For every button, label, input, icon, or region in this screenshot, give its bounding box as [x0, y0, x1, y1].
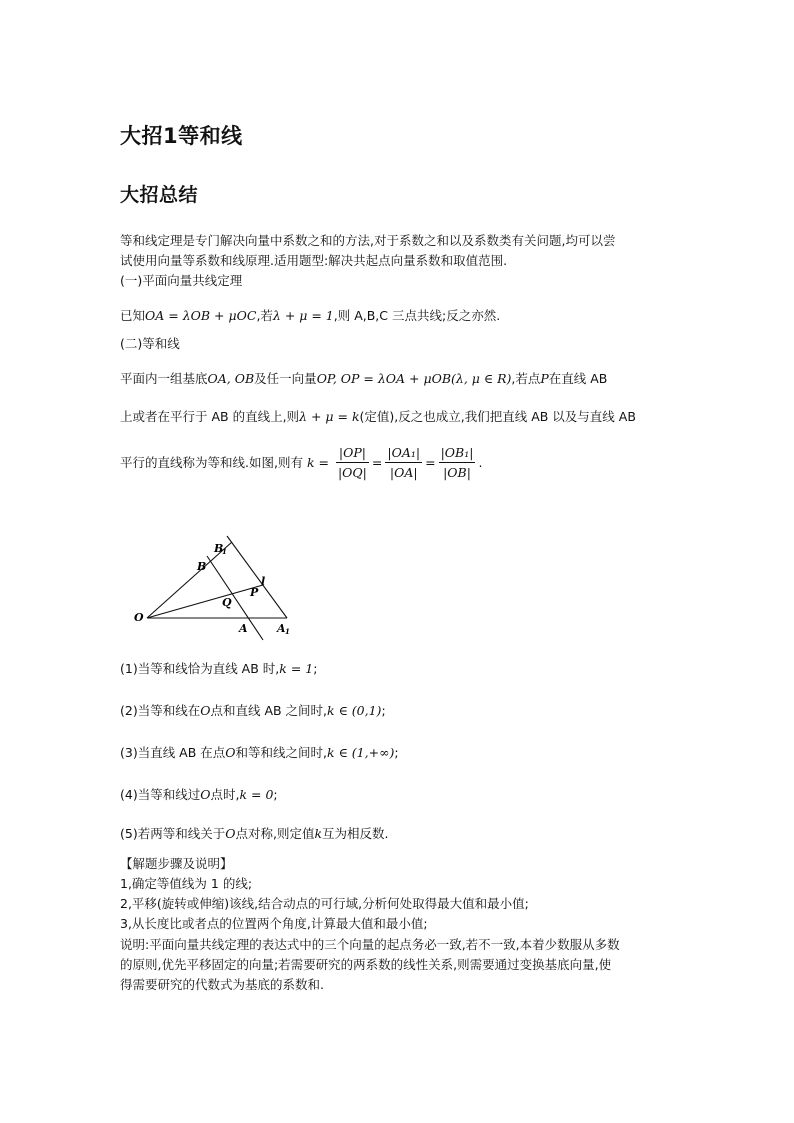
- collinear-condition: λ + μ = 1: [272, 308, 334, 323]
- collinear-statement: [120, 306, 500, 326]
- point-p: P: [540, 371, 549, 386]
- text-span: ;: [381, 703, 386, 718]
- text-span: ;: [394, 745, 399, 760]
- point-o: O: [225, 826, 236, 841]
- label-o: O: [134, 611, 144, 624]
- text-span: (2)当等和线在: [120, 703, 201, 718]
- label-a1-subscript: 1: [285, 627, 290, 636]
- label-b1-subscript: 1: [222, 547, 227, 556]
- label-b1: B: [214, 542, 224, 555]
- label-q: Q: [222, 596, 232, 609]
- intro-line-1: 等和线定理是专门解决向量中系数之和的方法,对于系数之和以及系数类有关问题,均可以尝: [120, 233, 616, 248]
- section-title: 大招总结: [120, 184, 199, 206]
- collinear-prefix: 已知: [120, 308, 146, 323]
- line-l: [227, 536, 287, 618]
- point-o: O: [200, 787, 211, 802]
- fraction-denominator: |OA|: [389, 465, 418, 480]
- note-line-2: 的原则,优先平移固定的向量;若需要研究的两系数的线性关系,则需要通过变换基底向量,使: [120, 957, 612, 972]
- text-span: (4)当等和线过: [120, 787, 201, 802]
- note-line-3: 得需要研究的代数式为基底的系数和.: [120, 977, 324, 992]
- text-span: (5)若两等和线关于: [120, 826, 226, 841]
- collinear-suffix: ,则 A,B,C 三点共线;反之亦然.: [333, 308, 501, 323]
- text-span: 点对称,则定值: [235, 826, 315, 841]
- ratio-ob1-ob: [439, 444, 476, 481]
- equal-sum-heading: (二)等和线: [120, 336, 180, 351]
- label-b: B: [197, 560, 207, 573]
- label-p: P: [250, 586, 259, 599]
- text-span: 互为相反数.: [322, 826, 389, 841]
- note-line-1: 说明:平面向量共线定理的表达式中的三个向量的起点务必一致,若不一致,本着少数服从多数: [120, 937, 620, 952]
- case-math: k = 0: [239, 787, 274, 802]
- label-a1: A: [277, 622, 286, 635]
- point-o: O: [200, 703, 211, 718]
- text-span: 上或者在平行于 AB 的直线上,则: [120, 409, 300, 424]
- equal-sum-line-diagram: [125, 530, 305, 645]
- sum-formula: λ + μ = k: [299, 409, 360, 424]
- fraction-numerator: |OB₁|: [439, 444, 476, 463]
- collinear-heading: (一)平面向量共线定理: [120, 273, 243, 288]
- vector-formula: OP, OP = λOA + μOB(λ, μ ∈ R): [316, 371, 512, 386]
- label-l: l: [261, 575, 266, 588]
- text-span: .: [478, 455, 483, 470]
- case-math: k ∈ (1,+∞): [327, 745, 395, 760]
- case-5: [120, 824, 389, 844]
- collinear-mid: ,若: [256, 308, 273, 323]
- basis-formula: OA, OB: [207, 371, 255, 386]
- ratio-op-oq: [336, 444, 369, 481]
- case-1: [120, 659, 317, 679]
- case-2: [120, 701, 386, 721]
- text-span: ;: [273, 787, 278, 802]
- step-2: 2,平移(旋转或伸缩)该线,结合动点的可行域,分析何处取得最大值和最小值;: [120, 896, 529, 911]
- text-span: 点和直线 AB 之间时,: [210, 703, 328, 718]
- text-span: 和等和线之间时,: [235, 745, 328, 760]
- case-math: k: [314, 826, 323, 841]
- text-span: (1)当等和线恰为直线 AB 时,: [120, 661, 280, 676]
- ratio-oa1-oa: [385, 444, 422, 481]
- text-span: 平面内一组基底: [120, 371, 208, 386]
- k-symbol: k =: [306, 455, 329, 470]
- text-span: 及任一向量: [254, 371, 317, 386]
- text-span: 平行的直线称为等和线.如图,则有: [120, 455, 303, 470]
- collinear-formula: OA = λOB + μOC: [145, 308, 257, 323]
- fraction-denominator: |OQ|: [337, 465, 367, 480]
- intro-line-2: 试使用向量等系数和线原理.适用题型:解决共起点向量系数和取值范围.: [120, 253, 508, 268]
- fraction-numerator: |OP|: [336, 444, 369, 463]
- text-span: ;: [313, 661, 318, 676]
- fraction-denominator: |OB|: [443, 465, 471, 480]
- label-a: A: [239, 622, 248, 635]
- case-math: k = 1: [279, 661, 314, 676]
- fraction-numerator: |OA₁|: [385, 444, 422, 463]
- steps-heading: 【解题步骤及说明】: [120, 856, 233, 871]
- case-4: [120, 785, 278, 805]
- text-span: ,若点: [511, 371, 541, 386]
- text-span: (定值),反之也成立,我们把直线 AB 以及与直线 AB: [359, 409, 636, 424]
- equal-sum-line-3: 平行的直线称为等和线.如图,则有 k = $\frac{|OP|}{|OQ|}$ = $\frac{\text{|OA₁|}}{|OA|}$ = $\frac{\text{|OB₁|}}{|OB|}$ .: [120, 445, 483, 480]
- text-span: 点时,: [210, 787, 240, 802]
- text-span: 在直线 AB: [548, 371, 608, 386]
- step-3: 3,从长度比或者点的位置两个角度,计算最大值和最小值;: [120, 916, 428, 931]
- text-span: (3)当直线 AB 在点: [120, 745, 226, 760]
- step-1: 1,确定等值线为 1 的线;: [120, 876, 253, 891]
- equal-sum-line-1: [120, 369, 607, 389]
- case-math: k ∈ (0,1): [327, 703, 382, 718]
- page-title: 大招1等和线: [120, 124, 243, 148]
- point-o: O: [225, 745, 236, 760]
- equal-sum-line-2: [120, 407, 636, 427]
- case-3: [120, 743, 399, 763]
